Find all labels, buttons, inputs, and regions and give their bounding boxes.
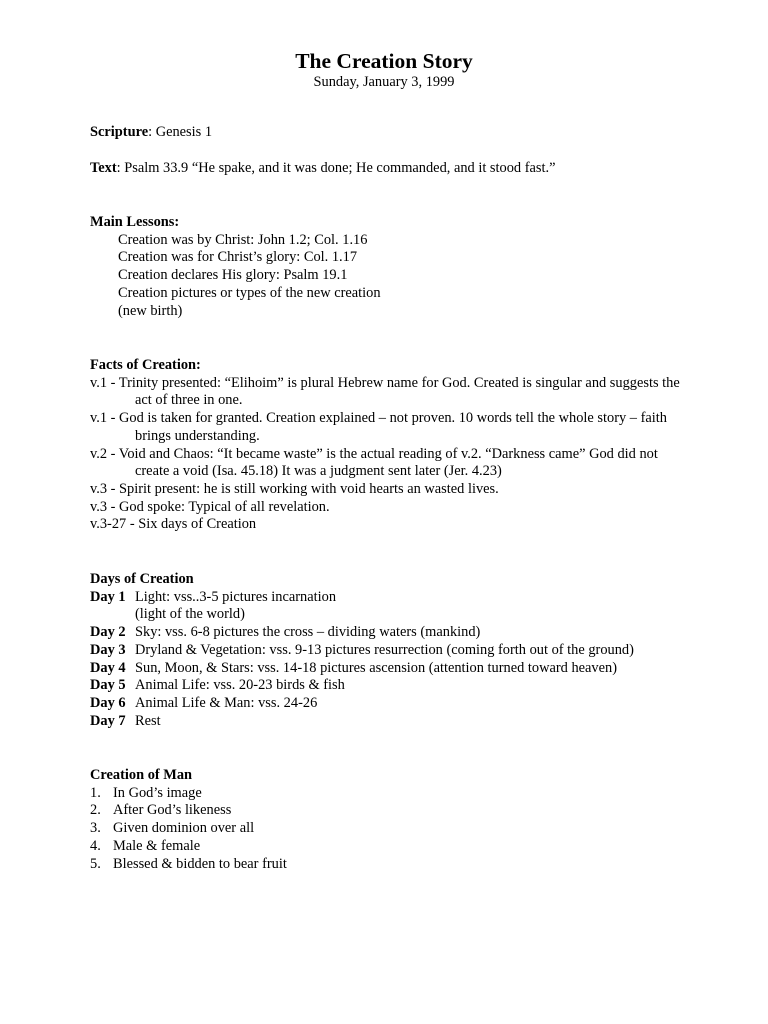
man-item [90,820,690,838]
facts-section [90,357,690,534]
day-item [90,589,690,607]
document-date: Sunday, January 3, 1999 [313,74,455,90]
scripture-label: Scripture [90,124,149,140]
days-section [90,571,690,730]
day-text: Animal Life & Man: vss. 24-26 [135,694,318,711]
man-item [90,785,690,803]
fact-item: v.1 - God is taken for granted. Creation explained – not proven. 10 words tell the whole story – faith brings understanding. [90,410,667,444]
day-item [90,624,690,642]
day-label: Day 7 [90,712,126,729]
day-item [90,695,690,713]
man-item-text: Given dominion over all [113,820,255,837]
day-item [90,660,690,678]
title-block [0,48,768,91]
man-item-text: Male & female [113,837,201,854]
day-label: Day 2 [90,624,126,641]
man-item-number: 4. [90,837,101,854]
day-item [90,642,690,660]
day-item [90,713,690,731]
text-value: : Psalm 33.9 “He spake, and it was done; He commanded, and it stood fast.” [116,160,556,176]
day-continuation: (light of the world) [135,606,245,623]
lesson-item: Creation was for Christ’s glory: Col. 1.17 [118,249,358,266]
day-text: Light: vss..3-5 pictures incarnation [135,588,337,605]
man-item-text: After God’s likeness [113,802,232,819]
fact-item: v.3-27 - Six days of Creation [90,516,257,533]
man-item-text: Blessed & bidden to bear fruit [113,855,287,872]
text-line [90,160,690,178]
lesson-item: Creation was by Christ: John 1.2; Col. 1.16 [118,231,368,248]
scripture-value: : Genesis 1 [148,124,213,140]
fact-item: v.3 - God spoke: Typical of all revelation. [90,498,330,515]
lesson-item: (new birth) [118,302,183,319]
creation-of-man-section [90,767,690,873]
fact-item: v.3 - Spirit present: he is still working with void hearts an wasted lives. [90,480,499,497]
main-lessons-section [90,214,690,320]
day-label: Day 1 [90,588,126,605]
days-heading: Days of Creation [90,571,194,587]
man-item-text: In God’s image [113,784,202,801]
man-item [90,838,690,856]
man-item-number: 1. [90,784,101,801]
day-label: Day 3 [90,641,126,658]
man-item-number: 5. [90,855,101,872]
day-text: Rest [135,712,161,729]
text-label: Text [90,160,117,176]
day-text: Sun, Moon, & Stars: vss. 14-18 pictures ascension (attention turned toward heaven) [135,659,617,676]
lesson-item: Creation pictures or types of the new creation [118,284,381,301]
day-label: Day 5 [90,677,126,694]
day-text: Dryland & Vegetation: vss. 9-13 pictures resurrection (coming forth out of the ground) [135,641,634,658]
day-item [90,677,690,695]
man-item-number: 3. [90,820,101,837]
man-heading: Creation of Man [90,767,193,783]
day-text: Sky: vss. 6-8 pictures the cross – dividing waters (mankind) [135,624,481,641]
main-lessons-heading: Main Lessons: [90,214,180,230]
day-label: Day 4 [90,659,126,676]
facts-heading: Facts of Creation: [90,357,201,373]
day-text: Animal Life: vss. 20-23 birds & fish [135,677,345,694]
man-item-number: 2. [90,802,101,819]
document-title: The Creation Story [295,49,473,73]
fact-item: v.1 - Trinity presented: “Elihoim” is plural Hebrew name for God. Created is singular and suggests the act of three in one. [90,374,680,409]
day-label: Day 6 [90,694,126,711]
man-item [90,856,690,874]
fact-item: v.2 - Void and Chaos: “It became waste” is the actual reading of v.2. “Darkness came” God did not create a void (Isa. 45.18) It was a judgment sent later (Jer. 4.23) [90,445,658,480]
man-item [90,802,690,820]
scripture-line [90,124,690,142]
lesson-item: Creation declares His glory: Psalm 19.1 [118,267,348,284]
